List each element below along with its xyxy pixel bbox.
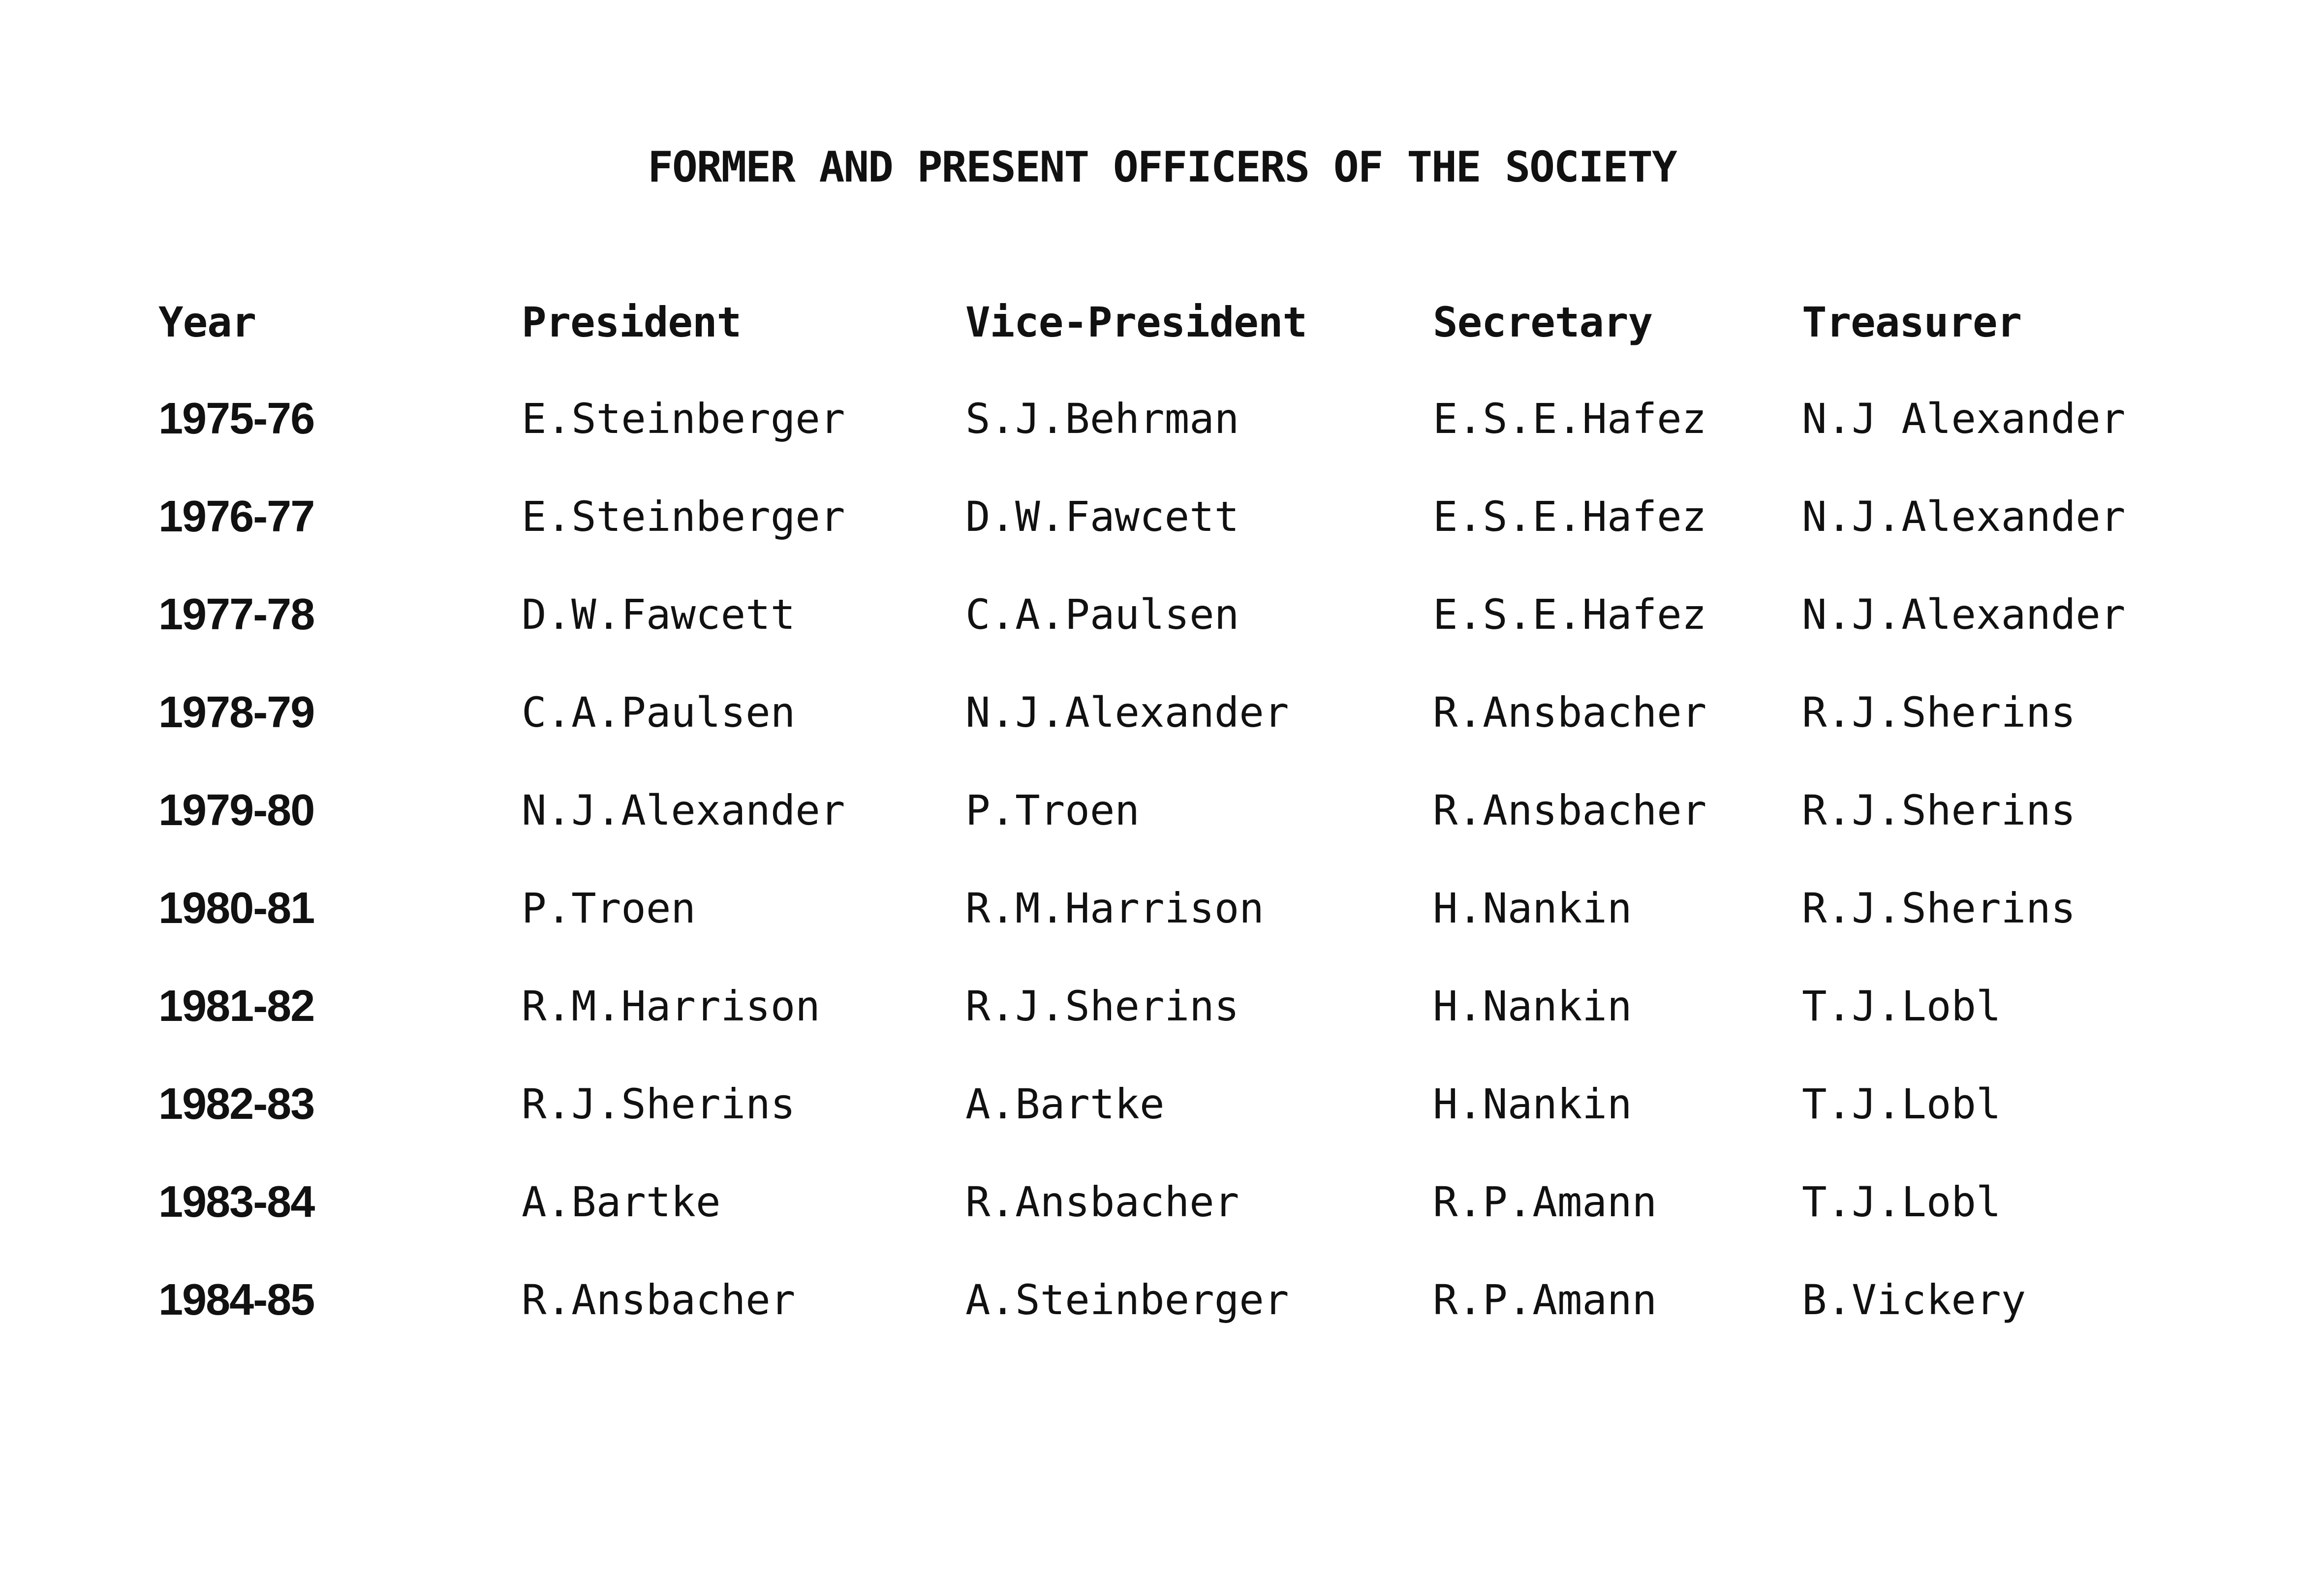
- table-row: [0, 1273, 2324, 1327]
- secretary-cell: H.Nankin: [1433, 1080, 1632, 1128]
- treasurer-cell: N.J.Alexander: [1802, 590, 2126, 639]
- year-cell: 1977-78: [158, 590, 314, 639]
- vice-president-cell: A.Steinberger: [965, 1276, 1289, 1324]
- page-title: FORMER AND PRESENT OFFICERS OF THE SOCIETY: [648, 143, 1676, 192]
- table-row: [0, 783, 2324, 837]
- treasurer-cell: B.Vickery: [1802, 1276, 2026, 1324]
- table-row: [0, 1077, 2324, 1131]
- secretary-cell: R.P.Amann: [1433, 1178, 1657, 1226]
- table-row: [0, 1175, 2324, 1229]
- secretary-cell: R.Ansbacher: [1433, 786, 1707, 834]
- vice-president-cell: R.J.Sherins: [965, 982, 1239, 1030]
- secretary-cell: H.Nankin: [1433, 884, 1632, 932]
- president-cell: A.Bartke: [522, 1178, 721, 1226]
- table-row: [0, 392, 2324, 446]
- year-cell: 1975-76: [158, 394, 314, 443]
- header-president: President: [522, 298, 742, 346]
- treasurer-cell: N.J Alexander: [1802, 395, 2126, 443]
- year-cell: 1981-82: [158, 982, 314, 1031]
- president-cell: R.M.Harrison: [522, 982, 820, 1030]
- president-cell: P.Troen: [522, 884, 696, 932]
- secretary-cell: E.S.E.Hafez: [1433, 395, 1707, 443]
- vice-president-cell: R.M.Harrison: [965, 884, 1264, 932]
- secretary-cell: E.S.E.Hafez: [1433, 493, 1707, 541]
- year-cell: 1982-83: [158, 1079, 314, 1129]
- year-cell: 1983-84: [158, 1177, 314, 1227]
- header-vice-president: Vice-President: [965, 298, 1307, 346]
- secretary-cell: R.P.Amann: [1433, 1276, 1657, 1324]
- table-header-row: [0, 295, 2324, 349]
- treasurer-cell: R.J.Sherins: [1802, 884, 2076, 932]
- president-cell: R.Ansbacher: [522, 1276, 796, 1324]
- treasurer-cell: R.J.Sherins: [1802, 786, 2076, 834]
- header-secretary: Secretary: [1433, 298, 1653, 346]
- vice-president-cell: P.Troen: [965, 786, 1140, 834]
- president-cell: N.J.Alexander: [522, 786, 845, 834]
- table-row: [0, 587, 2324, 642]
- treasurer-cell: T.J.Lobl: [1802, 1080, 2001, 1128]
- vice-president-cell: D.W.Fawcett: [965, 493, 1239, 541]
- secretary-cell: R.Ansbacher: [1433, 688, 1707, 737]
- secretary-cell: E.S.E.Hafez: [1433, 590, 1707, 639]
- treasurer-cell: T.J.Lobl: [1802, 982, 2001, 1030]
- year-cell: 1979-80: [158, 786, 314, 835]
- year-cell: 1978-79: [158, 688, 314, 737]
- treasurer-cell: R.J.Sherins: [1802, 688, 2076, 737]
- vice-president-cell: A.Bartke: [965, 1080, 1165, 1128]
- table-row: [0, 881, 2324, 935]
- president-cell: E.Steinberger: [522, 493, 845, 541]
- president-cell: E.Steinberger: [522, 395, 845, 443]
- header-year: Year: [158, 298, 256, 346]
- table-row: [0, 979, 2324, 1033]
- treasurer-cell: T.J.Lobl: [1802, 1178, 2001, 1226]
- vice-president-cell: N.J.Alexander: [965, 688, 1289, 737]
- table-row: [0, 490, 2324, 544]
- year-cell: 1980-81: [158, 884, 314, 933]
- vice-president-cell: C.A.Paulsen: [965, 590, 1239, 639]
- vice-president-cell: R.Ansbacher: [965, 1178, 1239, 1226]
- year-cell: 1984-85: [158, 1275, 314, 1325]
- header-treasurer: Treasurer: [1802, 298, 2022, 346]
- table-row: [0, 685, 2324, 739]
- president-cell: C.A.Paulsen: [522, 688, 796, 737]
- vice-president-cell: S.J.Behrman: [965, 395, 1239, 443]
- president-cell: D.W.Fawcett: [522, 590, 796, 639]
- president-cell: R.J.Sherins: [522, 1080, 796, 1128]
- treasurer-cell: N.J.Alexander: [1802, 493, 2126, 541]
- year-cell: 1976-77: [158, 492, 314, 541]
- secretary-cell: H.Nankin: [1433, 982, 1632, 1030]
